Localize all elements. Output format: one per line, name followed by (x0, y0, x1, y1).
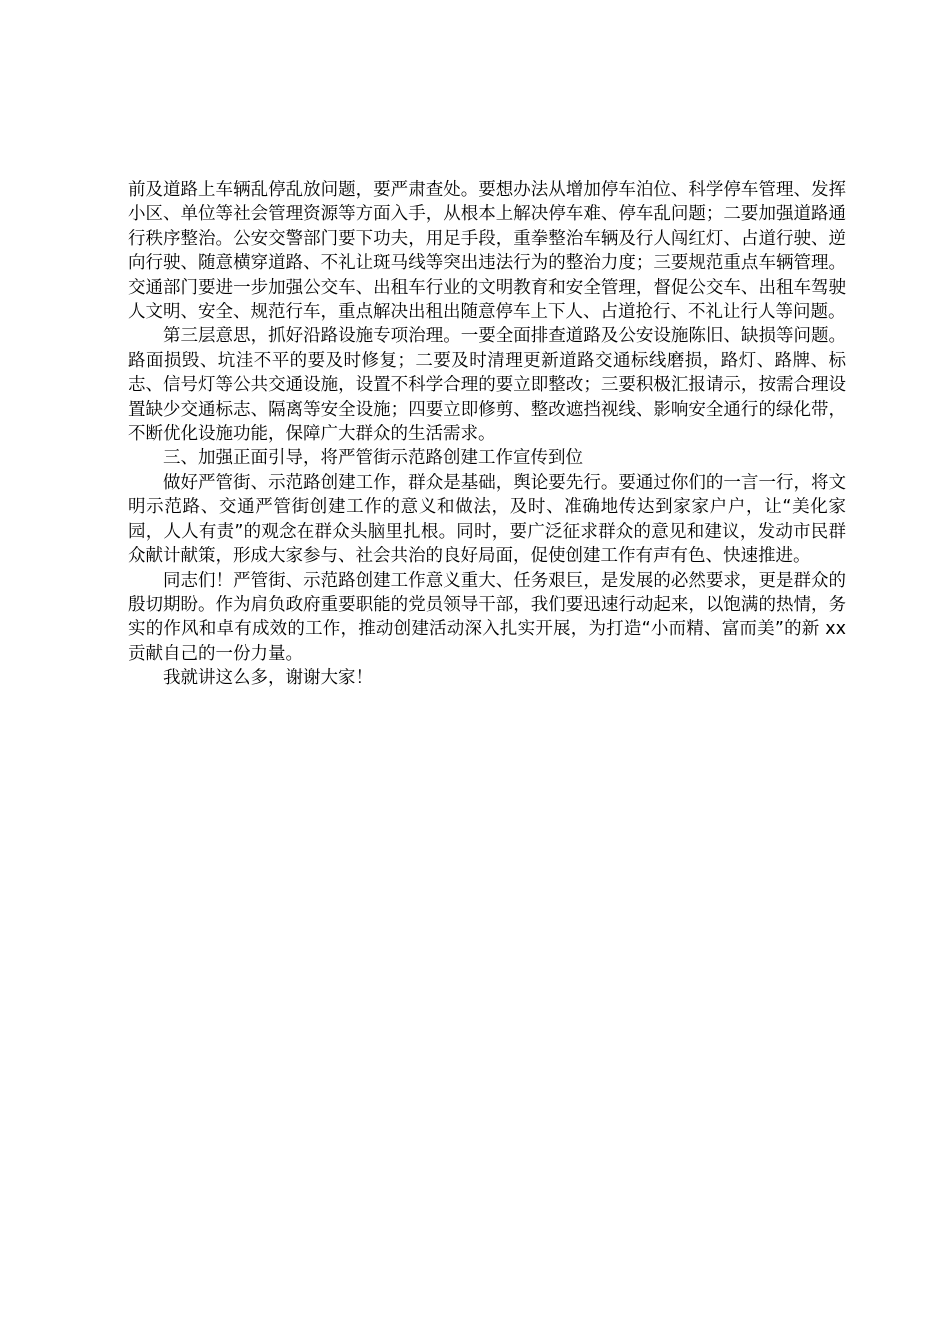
paragraph-closing: 我就讲这么多，谢谢大家！ (163, 668, 373, 689)
paragraph-parking-and-traffic-order: 前及道路上车辆乱停乱放问题，要严肃查处。要想办法从增加停车泊位、科学停车管理、发挥小区、单位等社会管理资源等方面入手，从根本上解决停车难、停车乱问题；二要加强道路通行秩序整治。公安交警部门要下功夫，用足手段，重拳整治车辆及行人闯红灯、占道行驶、逆向行驶、随意横穿道路、不礼让斑马线等突出违法行为的整治力度；三要规范重点车辆管理。交通部门要进一步加强公交车、出租车行业的文明教育和安全管理，督促公交车、出租车驾驶人文明、安全、规范行车，重点解决出租出随意停车上下人、占道抢行、不礼让行人等问题。 (128, 180, 846, 323)
section-heading-publicity: 三、加强正面引导，将严管街示范路创建工作宣传到位 (163, 448, 583, 469)
paragraph-comrades-call: 同志们！严管街、示范路创建工作意义重大、任务艰巨，是发展的必然要求，更是群众的殷切期盼。作为肩负政府重要职能的党员领导干部，我们要迅速行动起来，以饱满的热情，务实的作风和卓有成效的工作，推动创建活动深入扎实开展，为打造“小而精、富而美”的新 xx 贡献自己的一份力量。 (128, 570, 846, 664)
paragraph-roadside-facilities: 第三层意思，抓好沿路设施专项治理。一要全面排查道路及公安设施陈旧、缺损等问题。路面损毁、坑洼不平的要及时修复；二要及时清理更新道路交通标线磨损，路灯、路牌、标志、信号灯等公共交通设施，设置不科学合理的要立即整改；三要积极汇报请示，按需合理设置缺少交通标志、隔离等安全设施；四要立即修剪、整改遮挡视线、影响安全通行的绿化带，不断优化设施功能，保障广大群众的生活需求。 (128, 326, 846, 445)
paragraph-public-guidance: 做好严管街、示范路创建工作，群众是基础，舆论要先行。要通过你们的一言一行，将文明示范路、交通严管街创建工作的意义和做法，及时、准确地传达到家家户户，让“美化家园，人人有责”的观念在群众头脑里扎根。同时，要广泛征求群众的意见和建议，发动市民群众献计献策，形成大家参与、社会共治的良好局面，促使创建工作有声有色、快速推进。 (128, 472, 846, 567)
document-body (128, 178, 846, 691)
